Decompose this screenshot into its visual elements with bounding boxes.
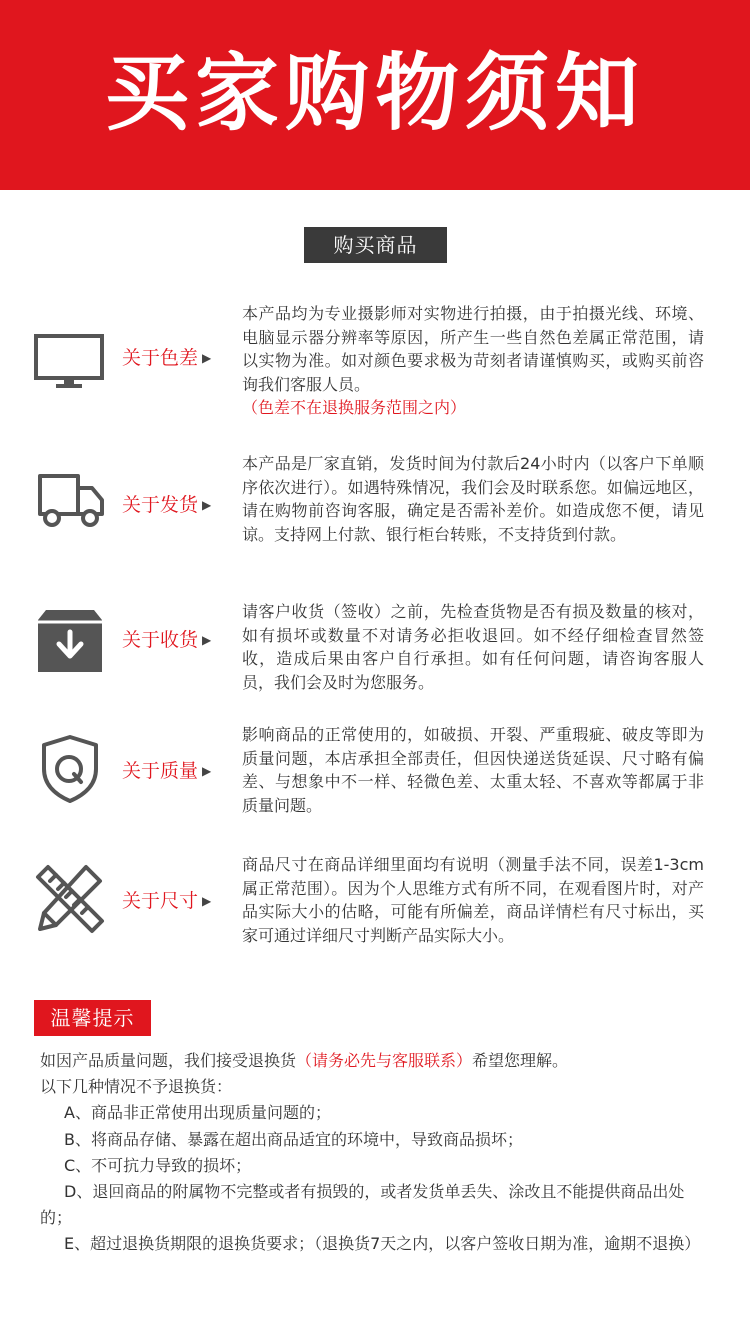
tips-body <box>40 1048 712 1258</box>
tips-subtitle: 以下几种情况不予退换货： <box>40 1077 233 1097</box>
tips-item: B、将商品存储、暴露在超出商品适宜的环境中，导致商品损坏； <box>64 1129 523 1149</box>
arrow-right-icon: ▶ <box>202 498 212 512</box>
header-banner <box>0 0 750 190</box>
tips-item: A、商品非正常使用出现质量问题的； <box>64 1103 331 1123</box>
ruler-pencil-icon <box>34 863 106 935</box>
tips-intro-end: 希望您理解。 <box>472 1051 569 1070</box>
row-label: 关于尺寸 <box>122 890 199 912</box>
tips-item: D、退回商品的附属物不完整或者有损毁的，或者发货单丢失、涂改且不能提供商品出处的； <box>40 1182 685 1228</box>
row-label: 关于发货 <box>122 494 199 516</box>
arrow-right-icon: ▶ <box>202 764 212 778</box>
tips-item: E、超过退换货期限的退换货要求；（退换货7天之内，以客户签收日期为准，逾期不退换） <box>64 1234 701 1254</box>
tips-tag: 温馨提示 <box>34 1000 151 1036</box>
page-title: 买家购物须知 <box>104 44 645 142</box>
row-label: 关于色差 <box>122 347 199 369</box>
tips-intro-text: 如因产品质量问题，我们接受退换货 <box>40 1051 297 1070</box>
tips-item: C、不可抗力导致的损坏； <box>64 1155 252 1175</box>
truck-icon <box>34 462 106 534</box>
tips-intro <box>40 1048 712 1074</box>
tips-intro-highlight: （请务必先与客服联系） <box>296 1051 473 1070</box>
row-description: 本产品均为专业摄影师对实物进行拍摄，由于拍摄光线、环境、电脑显示器分辨率等原因，所产生一些自然色差属正常范围，请以实物为准。如对颜色要求极为苛刻者请谨慎购买，或购买前咨询我们客服人员。 <box>242 304 704 394</box>
section-tag-purchase: 购买商品 <box>304 227 447 263</box>
row-description: 影响商品的正常使用的，如破损、开裂、严重瑕疵、破皮等即为质量问题，本店承担全部责任，但因快递送货延误、尺寸略有偏差、与想象中不一样、轻微色差、太重太轻、不喜欢等都属于非质量问题。 <box>242 725 704 815</box>
row-description: 商品尺寸在商品详细里面均有说明（测量手法不同，误差1-3cm属正常范围）。因为个人思维方式有所不同，在观看图片时，对产品实际大小的估略，可能有所偏差，商品详情栏有尺寸标出，买家可通过详细尺寸判断产品实际大小。 <box>242 855 704 945</box>
monitor-icon <box>34 320 106 392</box>
arrow-right-icon: ▶ <box>202 633 212 647</box>
quality-shield-icon <box>34 733 106 805</box>
row-note: （色差不在退换服务范围之内） <box>242 398 467 417</box>
row-description: 本产品是厂家直销，发货时间为付款后24小时内（以客户下单顺序依次进行）。如遇特殊情况，我们会及时联系您。如偏远地区，请在购物前咨询客服，确定是否需补差价。如造成您不便，请见谅。支持网上付款、银行柜台转账，不支持货到付款。 <box>242 454 704 544</box>
package-icon <box>34 606 106 678</box>
arrow-right-icon: ▶ <box>202 351 212 365</box>
row-description: 请客户收货（签收）之前，先检查货物是否有损及数量的核对，如有损坏或数量不对请务必拒收退回。如不经仔细检查冒然签收，造成后果由客户自行承担。如有任何问题，请咨询客服人员，我们会及时为您服务。 <box>242 602 704 692</box>
row-label: 关于收货 <box>122 629 199 651</box>
arrow-right-icon: ▶ <box>202 894 212 908</box>
row-label: 关于质量 <box>122 760 199 782</box>
